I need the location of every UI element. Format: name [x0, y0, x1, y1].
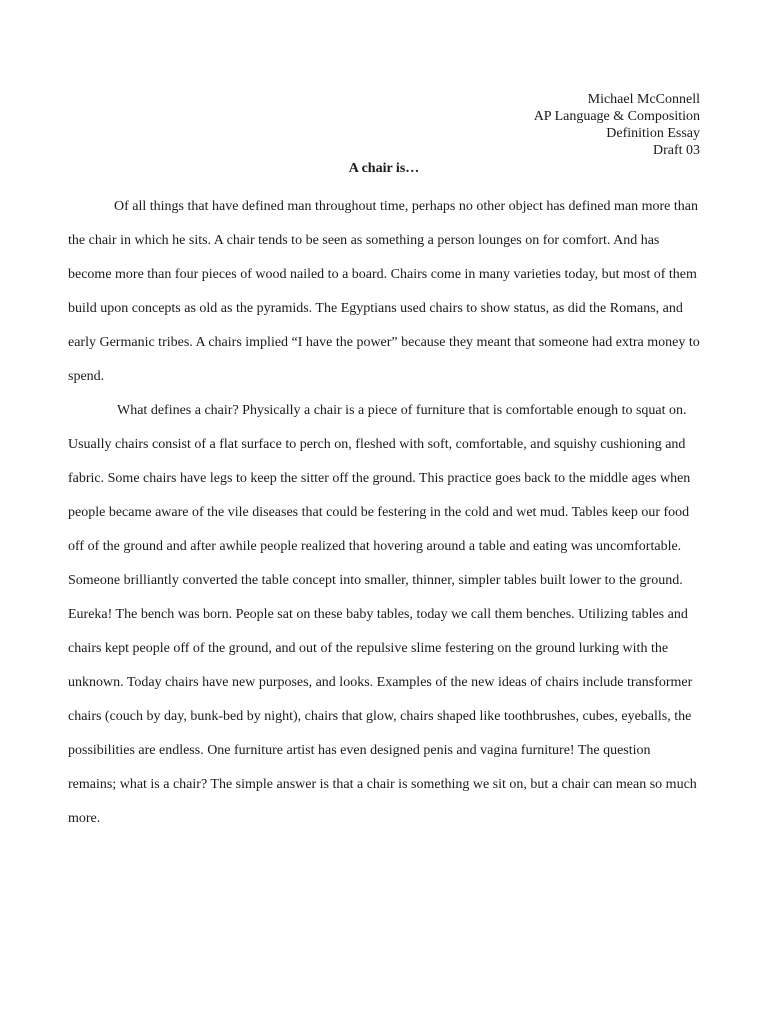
- essay-body: [68, 190, 700, 836]
- paragraph-2: What defines a chair? Physically a chair is a piece of furniture that is comfortable enough to squat on. Usually chairs consist of a flat surface to perch on, fleshed with soft, comfortable, and squishy cushioning and fabric. Some chairs have legs to keep the sitter off the ground. This practice goes back to the middle ages when people became aware of the vile diseases that could be festering in the cold and wet mud. Tables keep our food off of the ground and after awhile people realized that hovering around a table and eating was uncomfortable. Someone brilliantly converted the table concept into smaller, thinner, simpler tables built lower to the ground. Eureka! The bench was born. People sat on these baby tables, today we call them benches. Utilizing tables and chairs kept people off of the ground, and out of the repulsive slime festering on the ground lurking with the unknown. Today chairs have new purposes, and looks. Examples of the new ideas of chairs include transformer chairs (couch by day, bunk-bed by night), chairs that glow, chairs shaped like toothbrushes, cubes, eyeballs, the possibilities are endless. One furniture artist has even designed penis and vagina furniture! The question remains; what is a chair? The simple answer is that a chair is something we sit on, but a chair can mean so much more.: [68, 403, 697, 826]
- essay-title: A chair is…: [348, 161, 420, 176]
- paragraph-1: Of all things that have defined man throughout time, perhaps no other object has defined man more than the chair in which he sits. A chair tends to be seen as something a person lounges on for comfort. And has become more than four pieces of wood nailed to a board. Chairs come in many varieties today, but most of them build upon concepts as old as the pyramids. The Egyptians used chairs to show status, as did the Romans, and early Germanic tribes. A chairs implied “I have the power” because they meant that someone had extra money to spend.: [68, 199, 700, 384]
- draft-label: Draft 03: [652, 143, 700, 158]
- assignment-name: Definition Essay: [606, 126, 700, 141]
- essay-header: [534, 91, 700, 159]
- author-name: Michael McConnell: [587, 92, 700, 107]
- course-name: AP Language & Composition: [533, 109, 700, 124]
